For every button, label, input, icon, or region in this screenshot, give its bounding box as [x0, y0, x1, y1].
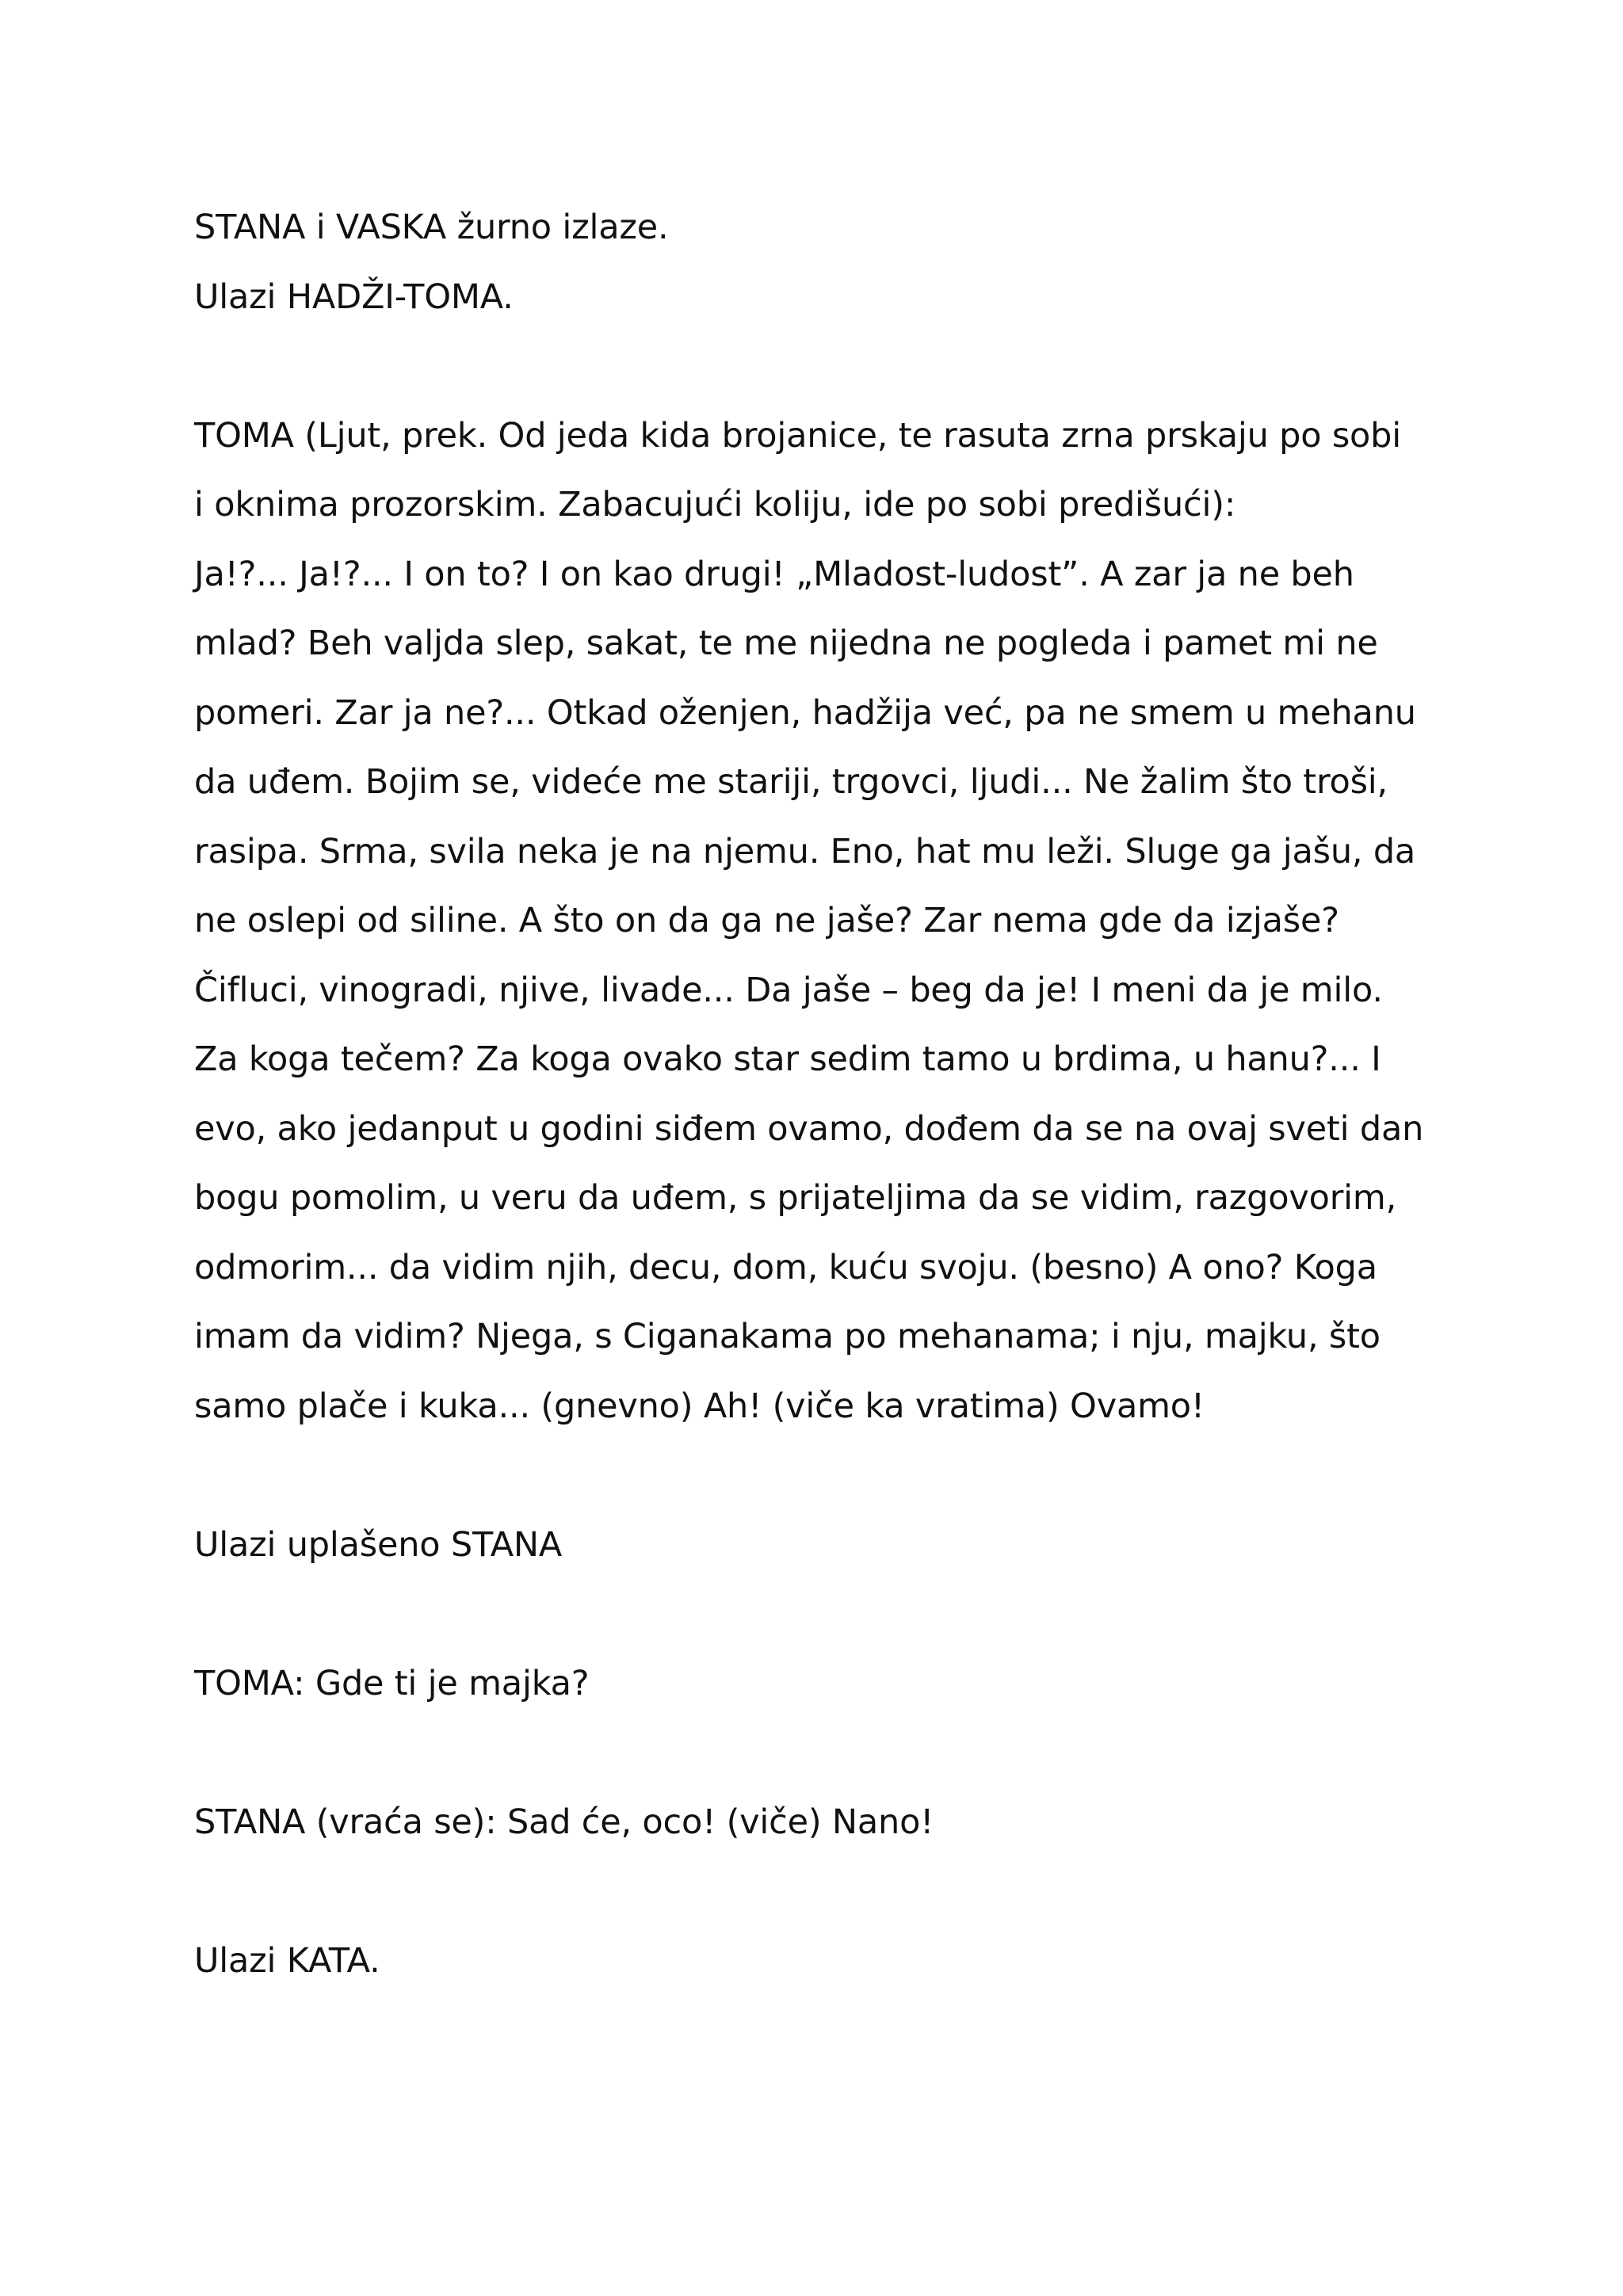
- toma-monologue-line: TOMA (Ljut, prek. Od jeda kida brojanice, te rasuta zrna prskaju po sobi: [194, 415, 1401, 456]
- toma-monologue-line: ne oslepi od siline. A što on da ga ne jaše? Zar nema gde da izjaše?: [194, 901, 1339, 940]
- toma-monologue-line: imam da vidim? Njega, s Ciganakama po mehanama; i nju, majku, što: [194, 1317, 1381, 1356]
- paragraph-gap: [194, 1580, 1462, 1650]
- toma-monologue-line: odmorim... da vidim njih, decu, dom, kuću svoju. (besno) A ono? Koga: [194, 1247, 1377, 1287]
- toma-monologue-line: bogu pomolim, u veru da uđem, s prijateljima da se vidim, razgovorim,: [194, 1178, 1397, 1218]
- stage-direction: STANA i VASKA žurno izlaze.: [194, 208, 669, 247]
- toma-monologue-line: pomeri. Zar ja ne?... Otkad oženjen, hadžija već, pa ne smem u mehanu: [194, 692, 1416, 733]
- paragraph-gap: [194, 1718, 1462, 1788]
- stage-direction: Ulazi HADŽI-TOMA.: [194, 277, 514, 317]
- toma-monologue-line: evo, ako jedanput u godini siđem ovamo, dođem da se na ovaj sveti dan: [194, 1108, 1424, 1149]
- toma-monologue-line: Za koga tečem? Za koga ovako star sedim tamo u brdima, u hanu?... I: [194, 1039, 1381, 1079]
- toma-monologue-line: samo plače i kuka... (gnevno) Ah! (viče ka vratima) Ovamo!: [194, 1386, 1205, 1426]
- paragraph-gap: [194, 332, 1462, 402]
- stage-direction: Ulazi KATA.: [194, 1940, 380, 1981]
- toma-monologue-line: Ja!?... Ja!?... I on to? I on kao drugi! „Mladost-ludost”. A zar ja ne beh: [194, 554, 1354, 594]
- stage-direction: Ulazi uplašeno STANA: [194, 1524, 563, 1565]
- paragraph-gap: [194, 1441, 1462, 1511]
- toma-monologue-line: da uđem. Bojim se, videće me stariji, trgovci, ljudi... Ne žalim što troši,: [194, 762, 1388, 802]
- paragraph-gap: [194, 1857, 1462, 1927]
- dialogue-line: STANA (vraća se): Sad će, oco! (viče) Nano!: [194, 1802, 934, 1842]
- toma-monologue-line: i oknima prozorskim. Zabacujući koliju, ide po sobi predišući):: [194, 485, 1236, 524]
- toma-monologue-line: Čifluci, vinogradi, njive, livade... Da jaše – beg da je! I meni da je milo.: [194, 970, 1383, 1010]
- toma-monologue-line: mlad? Beh valjda slep, sakat, te me nijedna ne pogleda i pamet mi ne: [194, 624, 1378, 663]
- dialogue-line: TOMA: Gde ti je majka?: [194, 1663, 590, 1703]
- play-text: [194, 193, 1462, 1996]
- toma-monologue-line: rasipa. Srma, svila neka je na njemu. Eno, hat mu leži. Sluge ga jašu, da: [194, 831, 1416, 871]
